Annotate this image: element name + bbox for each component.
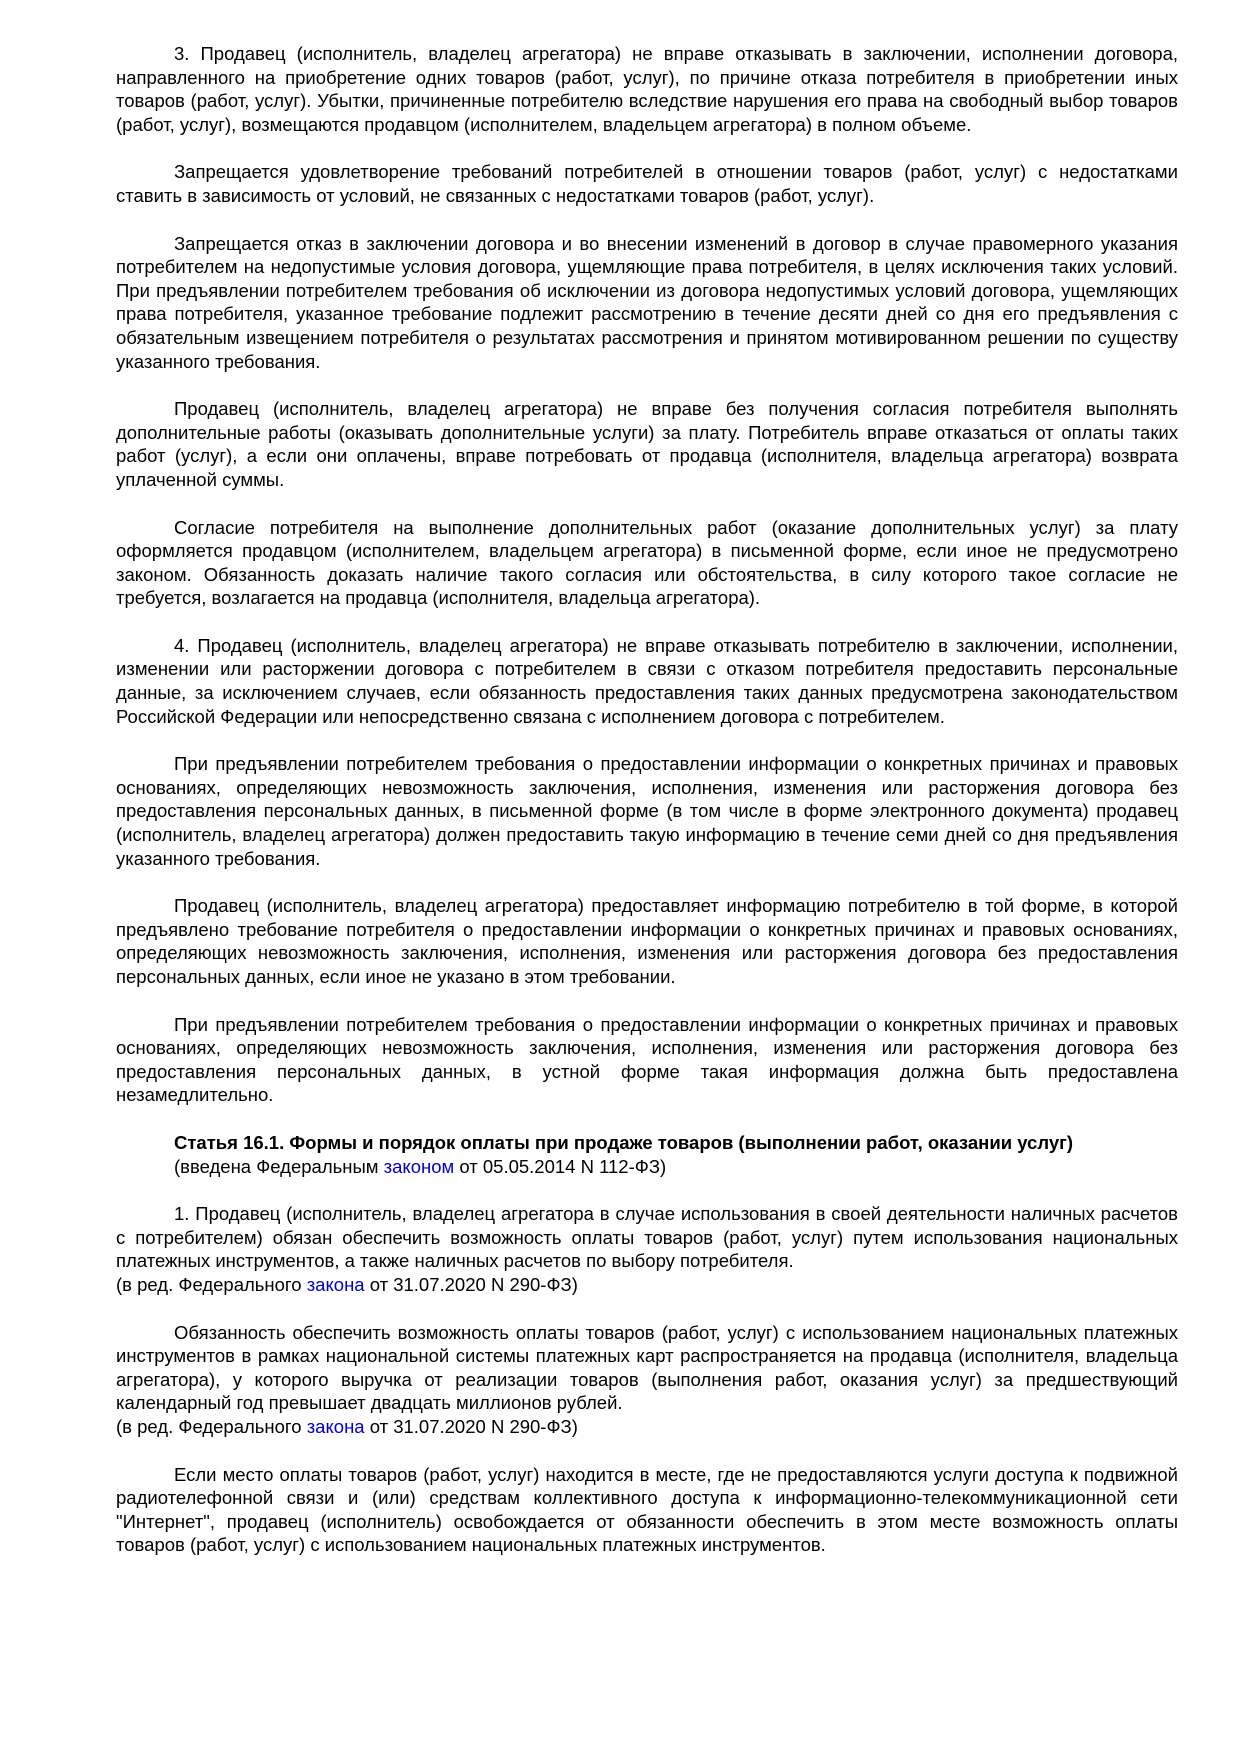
paragraph-consent-form: Согласие потребителя на выполнение дополнительных работ (оказание дополнительных услуг) за плату оформляется продавцом (исполнителем, владельцем агрегатора) в письменной форме, если иное не предусмотрено законом. Обязанность доказать наличие такого согласия или обстоятельства, в силу которого такое согласие не требуется, возлагается на продавца (исполнителя, владельца агрегатора).	[116, 516, 1178, 609]
note-text-before: (введена Федеральным	[174, 1155, 384, 1177]
note-text-after: от 31.07.2020 N 290-ФЗ)	[364, 1415, 578, 1437]
paragraph-oral-request: При предъявлении потребителем требования о предоставлении информации о конкретных причинах и правовых основаниях, определяющих невозможность заключения, исполнения, изменения или расторжения договора без предоставления персональных данных, в устной форме такая информация должна быть предоставлена незамедлительно.	[116, 1013, 1178, 1106]
article-heading: Статья 16.1. Формы и порядок оплаты при продаже товаров (выполнении работ, оказании услуг)	[174, 1131, 1074, 1153]
paragraph-contract-refusal: Запрещается отказ в заключении договора и во внесении изменений в договор в случае правомерного указания потребителем на недопустимые условия договора, ущемляющие права потребителя, в целях исключения таких условий. При предъявлении потребителем требования об исключении из договора недопустимых условий договора, ущемляющих права потребителя, указанное требование подлежит рассмотрению в течение десяти дней со дня его предъявления с обязательным извещением потребителя о результатах рассмотрения и принятом мотивированном решении по существу указанного требования.	[116, 232, 1178, 372]
edition-note	[116, 1415, 1178, 1439]
paragraph-item-3: 3. Продавец (исполнитель, владелец агрегатора) не вправе отказывать в заключении, исполнении договора, направленного на приобретение одних товаров (работ, услуг), по причине отказа потребителя в приобретении иных товаров (работ, услуг). Убытки, причиненные потребителю вследствие нарушения его права на свободный выбор товаров (работ, услуг), возмещаются продавцом (исполнителем, владельцем агрегатора) в полном объеме.	[116, 43, 1178, 135]
paragraph-written-request: При предъявлении потребителем требования о предоставлении информации о конкретных причинах и правовых основаниях, определяющих невозможность заключения, исполнения, изменения или расторжения договора без предоставления персональных данных, в письменной форме (в том числе в форме электронного документа) продавец (исполнитель, владелец агрегатора) должен предоставить такую информацию в течение семи дней со дня предъявления указанного требования.	[116, 753, 1178, 869]
paragraph-national-payment: Обязанность обеспечить возможность оплаты товаров (работ, услуг) с использованием национальных платежных инструментов в рамках национальной системы платежных карт распространяется на продавца (исполнителя, владельца агрегатора), у которого выручка от реализации товаров (выполнения работ, оказания услуг) за предшествующий календарный год превышает двадцать миллионов рублей.	[116, 1321, 1178, 1414]
law-link[interactable]: закона	[306, 1273, 365, 1295]
article-intro-note	[116, 1155, 1178, 1179]
law-link[interactable]: закона	[306, 1415, 365, 1437]
document-page	[116, 42, 1178, 1581]
paragraph-payment-item-1: 1. Продавец (исполнитель, владелец агрегатора в случае использования в своей деятельности наличных расчетов с потребителем) обязан обеспечить возможность оплаты товаров (работ, услуг) путем использования национальных платежных инструментов, а также наличных расчетов по выбору потребителя.	[116, 1203, 1178, 1272]
note-text-after: от 31.07.2020 N 290-ФЗ)	[364, 1273, 578, 1295]
law-link[interactable]: законом	[383, 1155, 455, 1177]
paragraph-item-4: 4. Продавец (исполнитель, владелец агрегатора) не вправе отказывать потребителю в заключении, исполнении, изменении или расторжении договора с потребителем в связи с отказом потребителя предоставить персональные данные, за исключением случаев, если обязанность предоставления таких данных предусмотрена законодательством Российской Федерации или непосредственно связана с исполнением договора с потребителем.	[116, 634, 1178, 727]
paragraph-additional-works: Продавец (исполнитель, владелец агрегатора) не вправе без получения согласия потребителя выполнять дополнительные работы (оказывать дополнительные услуги) за плату. Потребитель вправе отказаться от оплаты таких работ (услуг), а если они оплачены, вправе потребовать от продавца (исполнителя, владельца агрегатора) возврата уплаченной суммы.	[116, 398, 1178, 490]
note-text-before: (в ред. Федерального	[116, 1415, 307, 1437]
edition-note	[116, 1273, 1178, 1297]
paragraph-defects-requirements: Запрещается удовлетворение требований потребителей в отношении товаров (работ, услуг) с недостатками ставить в зависимость от условий, не связанных с недостатками товаров (работ, услуг).	[116, 161, 1178, 206]
note-text-before: (в ред. Федерального	[116, 1273, 307, 1295]
note-text-after: от 05.05.2014 N 112-ФЗ)	[454, 1155, 667, 1177]
paragraph-no-internet-exemption: Если место оплаты товаров (работ, услуг) находится в месте, где не предоставляются услуги доступа к подвижной радиотелефонной связи и (или) средствам коллективного доступа к информационно-телекоммуникационной сети "Интернет", продавец (исполнитель) освобождается от обязанности обеспечить в этом месте возможность оплаты товаров (работ, услуг) с использованием национальных платежных инструментов.	[116, 1463, 1178, 1556]
paragraph-information-form: Продавец (исполнитель, владелец агрегатора) предоставляет информацию потребителю в той форме, в которой предъявлено требование потребителя о предоставлении информации о конкретных причинах и правовых основаниях, определяющих невозможность заключения, исполнения, изменения или расторжения договора без предоставления персональных данных, если иное не указано в этом требовании.	[116, 895, 1178, 987]
